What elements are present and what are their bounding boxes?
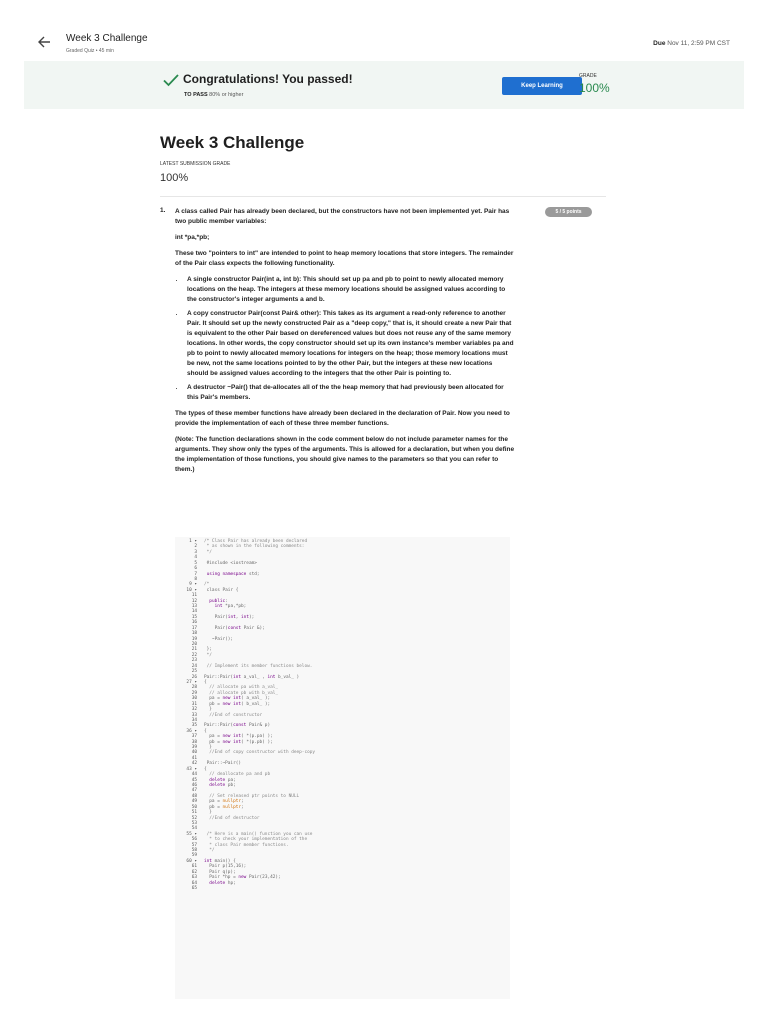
code-line: Pair *hp = new Pair(23,42);: [204, 875, 281, 881]
code-line: pb = new int( *(p.pb) );: [204, 739, 273, 745]
code-line: /*: [204, 582, 210, 588]
question-number: 1.: [160, 207, 166, 214]
code-line: delete hp;: [209, 880, 236, 886]
question-intro: A class called Pair has already been declared, but the constructors have not been implemented yet. Pair has two public member variables:: [175, 208, 510, 225]
code-line: int main() {: [204, 858, 236, 864]
code-line: * to check your implementation of the: [204, 837, 308, 843]
code-line: Pair q(p);: [204, 869, 236, 875]
question-body: [175, 207, 515, 481]
requirement-list: [175, 275, 515, 403]
code-line: pa = new int( *(p.pa) );: [204, 734, 273, 740]
code-line: /* Here is a main() function you can use: [204, 831, 313, 837]
code-line: Pair(int, int);: [204, 614, 255, 620]
code-line: pb = new int( b_val_ );: [204, 701, 271, 707]
latest-grade-value: 100%: [160, 172, 189, 184]
question-note: (Note: The function declarations shown in the code comment below do not include parameter names for the arguments. They show only the types of the arguments. This is allowed for a declaration, but when you define the implementation of those functions, you should give names to the parameters so that you can refer to them.): [175, 436, 515, 473]
code-line: {: [204, 728, 207, 734]
code-line: pa = new int( a_val_ );: [204, 696, 271, 702]
code-line: // Implement its member functions below.: [204, 663, 313, 669]
code-line: };: [204, 647, 212, 653]
back-arrow-icon[interactable]: [36, 34, 52, 50]
code-line: //End of destructor: [204, 815, 260, 821]
code-line: ~Pair();: [204, 636, 234, 642]
code-line: Pair::Pair(int a_val_ , int b_val_ ): [204, 674, 300, 680]
code-line: class Pair {: [204, 587, 239, 593]
divider: [160, 196, 606, 197]
list-item: • A single constructor Pair(int a, int b): This should set up pa and pb to point to newly allocated memory locations on the heap. The integers at these memory locations should be assigned values according to the constructor's integer arguments a and b.: [185, 275, 515, 305]
code-line: //End of copy constructor with deep-copy: [204, 750, 316, 756]
code-line: * class Pair member functions.: [204, 842, 289, 848]
code-line: {: [204, 766, 207, 772]
code-line: //End of constructor: [204, 712, 263, 718]
code-line: public:: [209, 598, 228, 604]
due-value: Nov 11, 2:59 PM CST: [667, 40, 730, 47]
code-line: pa = nullptr;: [204, 799, 244, 805]
question-paragraph: The types of these member functions have already been declared in the declaration of Pair. Now you need to provide the implementation of each of these three member functions.: [175, 410, 510, 427]
latest-grade-label: LATEST SUBMISSION GRADE: [160, 161, 231, 167]
question-members: int *pa,*pb;: [175, 234, 210, 241]
passed-banner: [24, 61, 744, 109]
code-line: Pair::~Pair(): [204, 761, 242, 767]
code-editor[interactable]: [175, 537, 510, 999]
quiz-subtitle: Graded Quiz • 45 min: [66, 48, 114, 54]
checkmark-icon: [162, 71, 180, 89]
code-line: Pair(const Pair &);: [204, 625, 265, 631]
to-pass-label: TO PASS: [184, 92, 208, 98]
code-line: int *pa,*pb;: [214, 604, 247, 610]
quiz-title: Week 3 Challenge: [66, 33, 148, 44]
code-line: // deallocate pa and pb: [204, 772, 271, 778]
code-line: // Set released ptr points to NULL: [204, 793, 300, 799]
page-title: Week 3 Challenge: [160, 133, 305, 152]
line-numbers: 1 ▾ 2 3 4 5 6 7 8 9 ▾ 10 ▾ 11 12 13 14 15 16 17 18 19 20 21 22 23 24 25 26 27 ▾ 28 29 30 31 32 33 34 35 36 ▾ 37 38 39 40 41 42 43 ▾ 44 45 46 47 48 49 50 51 52 53 54 55 ▾ 56 57 58 59 60 ▾ 61 62 63 64 65: [186, 539, 197, 891]
due-date: [653, 40, 730, 47]
code-line: {: [204, 679, 207, 685]
code-line: [204, 886, 315, 891]
grade-label: GRADE: [579, 73, 597, 79]
points-badge: 5 / 5 points: [545, 207, 592, 217]
code-line: */: [204, 848, 215, 854]
list-item: • A copy constructor Pair(const Pair& other): This takes as its argument a read-only reference to another Pair. It should set up the newly constructed Pair as a "deep copy," that is, it should create a new Pair that is equivalent to the other Pair based on dereferenced values but does not reuse any of the same memory locations. In other words, the copy constructor should set up its own instance's member variables pa and pb to point to newly allocated memory locations for integers on the heap; those memory locations must be new, not the same locations pointed to by the other Pair, but the integers at these new locations should be assigned values according to the integers that the other Pair is pointing to.: [185, 309, 515, 379]
code-line: */: [204, 652, 212, 658]
code-line: }: [204, 810, 212, 816]
top-bar: [0, 0, 768, 60]
code-line: Pair p(15,16);: [204, 864, 247, 870]
code-line: }: [204, 707, 212, 713]
code-line: // allocate pb with b_val_: [204, 690, 279, 696]
code-line: delete pb;: [209, 782, 236, 788]
code-line: delete pa;: [209, 777, 236, 783]
due-label: Due: [653, 40, 666, 47]
code-line: pb = nullptr;: [204, 804, 244, 810]
code-line: using namespace std;: [206, 571, 260, 577]
list-item: • A destructor ~Pair() that de-allocates all of the the heap memory that had previously been allocated for this Pair's members.: [185, 383, 515, 403]
question-paragraph: These two "pointers to int" are intended to point to heap memory locations that store integers. The remainder of the Pair class expects the following functionality.: [175, 250, 514, 267]
code-line: Pair::Pair(const Pair& p): [204, 723, 271, 729]
congrats-message: Congratulations! You passed!: [183, 72, 353, 86]
keep-learning-button[interactable]: Keep Learning: [502, 77, 582, 95]
code-line: #include <iostream>: [204, 560, 257, 566]
code-line: /* Class Pair has already been declared: [204, 539, 308, 544]
code-line: // allocate pa with a_val_: [204, 685, 279, 691]
to-pass-value: 80% or higher: [209, 92, 244, 98]
code-line: */: [204, 549, 212, 555]
grade-value: 100%: [579, 81, 610, 95]
code-content[interactable]: [204, 539, 315, 891]
code-line: }: [204, 745, 212, 751]
code-line: * as shown in the following comments:: [204, 544, 305, 550]
to-pass-info: [184, 92, 243, 98]
